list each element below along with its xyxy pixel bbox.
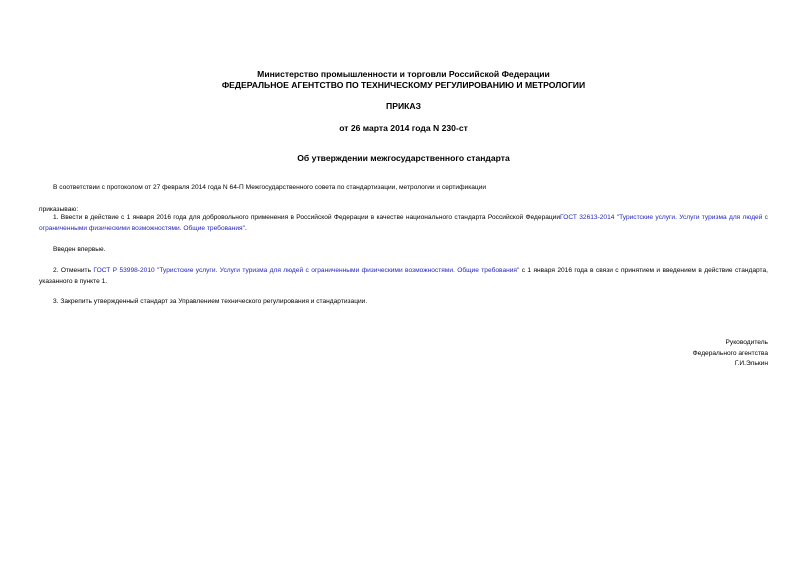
preamble-paragraph: В соответствии с протоколом от 27 февраля 2014 года N 64-П Межгосударственного совета по стандартизации, метрологии и сертификации — [53, 184, 487, 191]
signature-name: Г.И.Элькин — [734, 360, 768, 367]
item-1-end: . — [244, 224, 247, 232]
item-1-paragraph — [39, 213, 768, 234]
item-1-text: 1. Ввести в действие с 1 января 2016 года для добровольного применения в Российской Федерации в качестве национального стандарта Российской Федерации — [53, 214, 561, 221]
item-2-paragraph — [39, 266, 768, 287]
item-2-start: 2. Отменить — [53, 267, 94, 274]
document-subject: Об утверждении межгосударственного стандарта — [297, 153, 510, 163]
gost-r-53998-link[interactable]: ГОСТ Р 53998-2010 "Туристские услуги. Услуги туризма для людей с ограниченными физическими возможностями. Общие требования" — [93, 267, 520, 274]
document-date-number: от 26 марта 2014 года N 230-ст — [339, 123, 468, 133]
signature-position: Руководитель — [725, 339, 768, 346]
item-2-end: с 1 января 2016 года в связи с принятием и введением в действие стандарта, указанного в пункте 1. — [39, 267, 768, 285]
introduced-note: Введен впервые. — [53, 246, 106, 253]
order-word: приказываю: — [39, 206, 79, 213]
gost-32613-link[interactable]: ГОСТ 32613-2014 "Туристские услуги. Услуги туризма для людей с ограниченными физическими возможностями. Общие требования" — [39, 214, 768, 232]
signature-block — [693, 338, 768, 370]
signature-organization: Федерального агентства — [692, 349, 768, 357]
item-3-paragraph: 3. Закрепить утвержденный стандарт за Управлением технического регулирования и стандартизации. — [53, 298, 368, 305]
ministry-heading: Министерство промышленности и торговли Российской Федерации — [257, 69, 550, 79]
document-type: ПРИКАЗ — [386, 101, 421, 111]
agency-heading: ФЕДЕРАЛЬНОЕ АГЕНТСТВО ПО ТЕХНИЧЕСКОМУ РЕГУЛИРОВАНИЮ И МЕТРОЛОГИИ — [221, 80, 586, 90]
